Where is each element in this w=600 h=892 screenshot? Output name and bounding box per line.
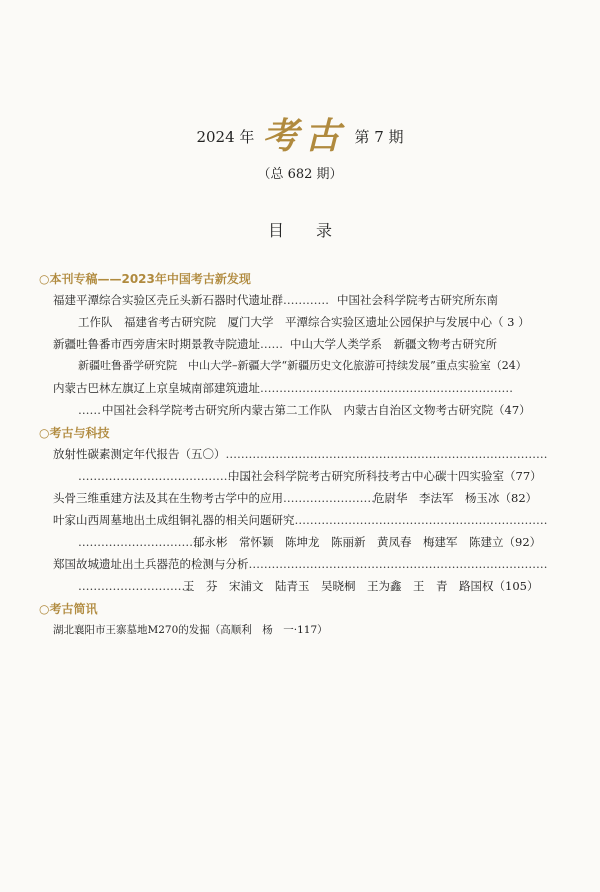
toc-entry-authors-cont: 工作队 福建省考古研究院 厦门大学 平潭综合实验区遗址公园保护与发展中心 <box>78 315 492 329</box>
toc-entry-page: （47） <box>493 403 531 417</box>
section-heading-special: ○本刊专稿——2023年中国考古新发现 <box>39 272 251 286</box>
masthead <box>0 115 600 157</box>
toc-entry-title[interactable]: 新疆吐鲁番市西旁唐宋时期景教寺院遗址 <box>53 337 260 351</box>
toc-entry-4-line2 <box>78 468 570 484</box>
leader-dots: ………………………………………………………… <box>294 513 548 527</box>
toc-entry-page: （92） <box>503 535 542 549</box>
toc-entry-7-line2 <box>78 578 570 594</box>
toc-entry-title[interactable]: 福建平潭综合实验区壳丘头新石器时代遗址群 <box>53 293 283 307</box>
toc-entry-6-line2 <box>78 534 570 550</box>
total-issue: （总 682 期） <box>257 167 343 182</box>
leader-dots: …………………………… <box>78 535 205 549</box>
toc-entry-authors: 危尉华 李法军 杨玉冰 <box>373 491 500 505</box>
leader-dots: ………………………… <box>78 579 193 593</box>
toc-entry-1-line2 <box>78 314 570 330</box>
toc-entry-authors-cont: 中国社会科学院考古研究所科技考古中心碳十四实验室 <box>228 469 504 483</box>
toc-entry-title[interactable]: 湖北襄阳市王寨墓地M270的发掘（高顺利 杨 一·117） <box>53 624 328 636</box>
journal-logo: 考古 <box>262 115 347 157</box>
toc-entry-7-line1[interactable] <box>53 556 568 572</box>
toc-entry-authors-cont: 郁永彬 常怀颖 陈坤龙 陈丽新 黄凤春 梅建军 陈建立 <box>193 535 504 549</box>
toc-entry-2-line2 <box>78 358 570 374</box>
toc-entry-3-line1[interactable] <box>53 380 568 396</box>
toc-entry-page: （105） <box>493 579 539 593</box>
toc-entry-page: （77） <box>504 469 542 483</box>
leader-dots: ………… <box>283 293 329 307</box>
toc-entry-title[interactable]: 叶家山西周墓地出土成组铜礼器的相关问题研究 <box>53 513 295 527</box>
section-heading-science: ○考古与科技 <box>39 426 110 440</box>
toc-entry-1-line1[interactable] <box>53 292 568 308</box>
issue-number: 第 7 期 <box>354 127 404 146</box>
toc-entry-2-line1[interactable] <box>53 336 568 352</box>
toc-entry-authors: 中国社会科学院考古研究所东南 <box>337 293 498 307</box>
leader-dots: …………………………………………………………………… <box>248 557 548 571</box>
toc-entry-title[interactable]: 内蒙古巴林左旗辽上京皇城南部建筑遗址 <box>53 381 260 395</box>
toc-entry-6-line1[interactable] <box>53 512 568 528</box>
leader-dots: ……………………………………… <box>78 469 251 483</box>
toc-entry-title[interactable]: 郑国故城遗址出土兵器范的检测与分析 <box>53 557 249 571</box>
section-heading-briefs: ○考古简讯 <box>39 602 98 616</box>
toc-entry-page: （ 3 ） <box>492 315 530 329</box>
leader-dots: ………………………………………………………… <box>260 381 513 395</box>
toc-entry-page: （82） <box>499 491 538 505</box>
toc-entry-title[interactable]: 头骨三维重建方法及其在生物考古学中的应用 <box>53 491 283 505</box>
issue-year: 2024 年 <box>196 127 255 146</box>
toc-entry-5-line1[interactable] <box>53 490 568 506</box>
toc-entry-authors-cont: 王 芬 宋浦文 陆青玉 吴晓桐 王为鑫 王 青 路国权 <box>183 579 494 593</box>
toc-entry-4-line1[interactable] <box>53 446 568 462</box>
leader-dots: …… <box>260 337 283 351</box>
toc-entry-page: （24） <box>490 359 527 372</box>
toc-title: 目录 <box>267 221 364 240</box>
toc-entry-authors-cont: 新疆吐鲁番学研究院 中山大学–新疆大学“新疆历史文化旅游可持续发展”重点实验室 <box>78 359 491 372</box>
toc-entry-8-line1[interactable] <box>53 622 568 638</box>
toc-entry-authors: 中山大学人类学系 新疆文物考古研究所 <box>290 337 497 351</box>
leader-dots: …………………… <box>283 491 375 505</box>
leader-dots: ………………………………………………………………………… <box>225 447 548 461</box>
toc-entry-3-line2 <box>78 402 570 418</box>
leader-dots: …… <box>78 403 101 417</box>
toc-entry-authors-cont: 中国社会科学院考古研究所内蒙古第二工作队 内蒙古自治区文物考古研究院 <box>102 403 493 417</box>
toc-entry-title[interactable]: 放射性碳素测定年代报告（五〇） <box>53 447 226 461</box>
